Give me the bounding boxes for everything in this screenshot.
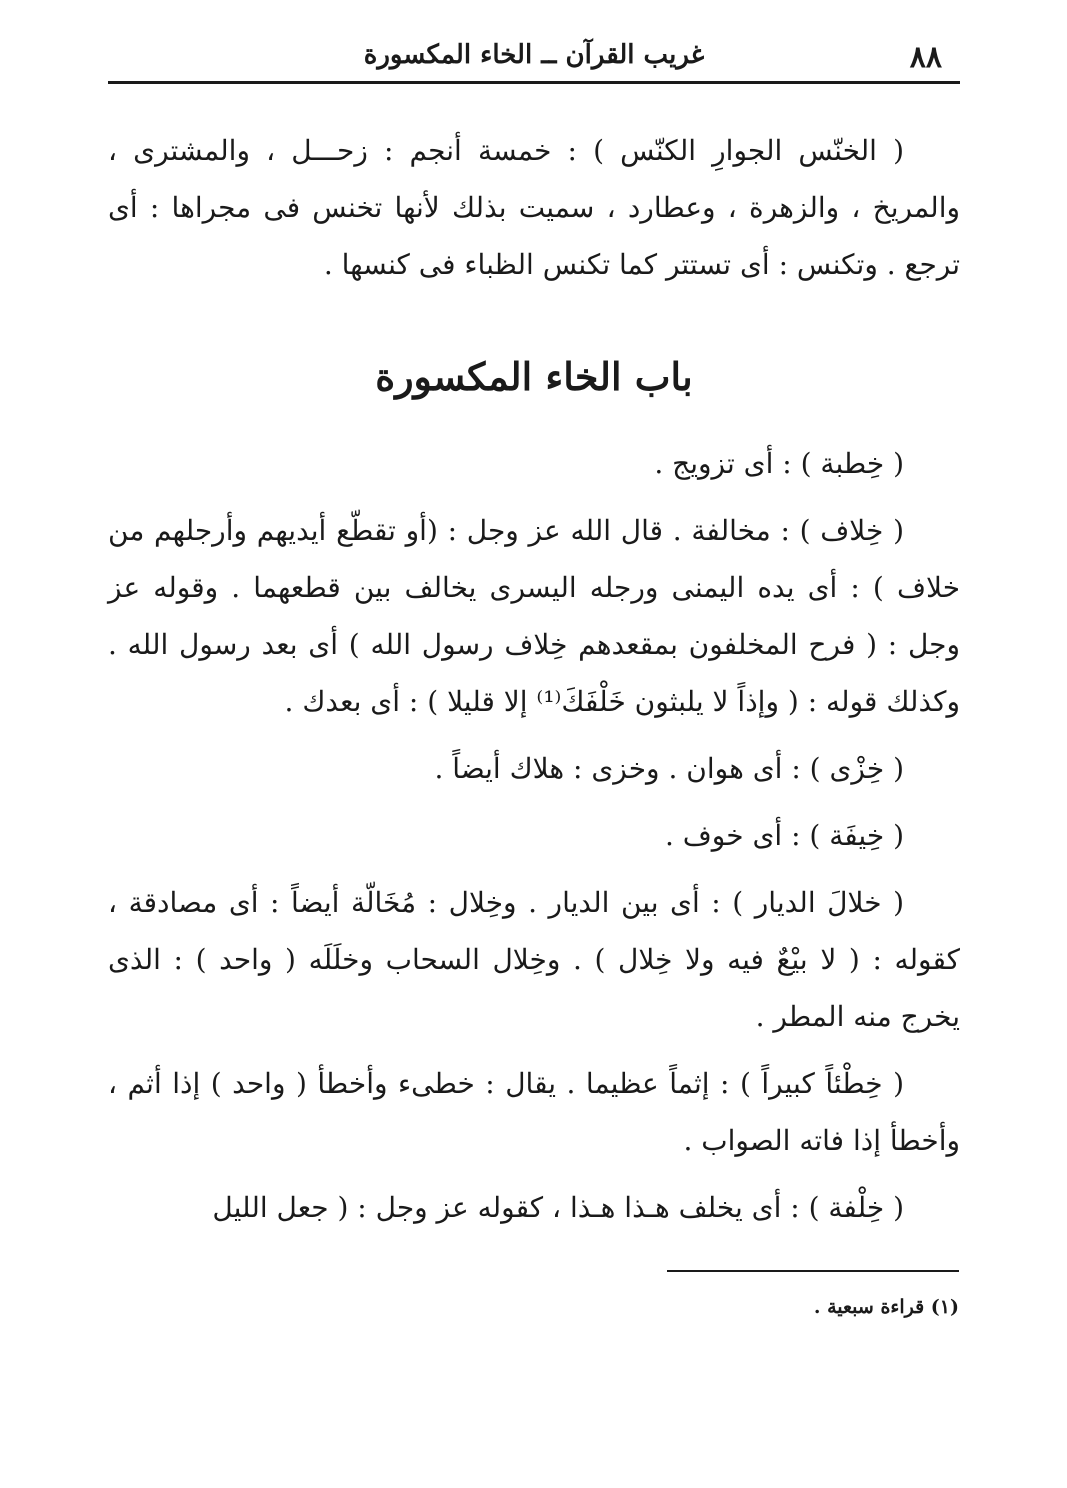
running-head <box>108 28 960 84</box>
header-rule <box>108 81 960 84</box>
entry-khilaf: ( خِلاف ) : مخالفة . قال الله عز وجل : (أو تقطّع أيديهم وأرجلهم من خلاف ) : أى يده اليمنى ورجله اليسرى يخالف بين قطعهما . وقوله عز وجل : ( فرح المخلفون بمقعدهم خِلاف رسول الله ) أى بعد رسول الله . وكذلك قوله : ( وإذاً لا يلبثون خَلْفَكَ⁽¹⁾ إلا قليلا ) : أى بعدك . <box>108 514 960 718</box>
entry-khilal: ( خلالَ الديار ) : أى بين الديار . وخِلال : مُخَالّة أيضاً : أى مصادقة ، كقوله : ( لا بيْعٌ فيه ولا خِلال ) . وخِلال السحاب وخلَلَه ( واحد ) : الذى يخرج منه المطر . <box>108 886 960 1033</box>
footnote: (١) قراءة سبعية . <box>813 1296 959 1318</box>
entry-khitba: ( خِطبة ) : أى تزويج . <box>654 447 904 480</box>
page-body <box>108 122 960 1236</box>
entry-khit: ( خِطْئاً كبيراً ) : إثماً عظيما . يقال : خطىء وأخطأ ( واحد ) إذا أثم ، وأخطأ إذا فاته الصواب . <box>108 1067 960 1157</box>
entry-khizy: ( خِزْى ) : أى هوان . وخزى : هلاك أيضاً . <box>434 752 904 785</box>
page-number: ٨٨ <box>909 40 942 75</box>
intro-paragraph: ( الخنّس الجوارِ الكنّس ) : خمسة أنجم : زحـــل ، والمشترى ، والمريخ ، والزهرة ، وعطارد ، سميت بذلك لأنها تخنس فى مجراها : أى ترجع . وتكنس : أى تستتر كما تكنس الظباء فى كنسها . <box>108 134 960 281</box>
footnote-rule <box>667 1270 959 1272</box>
section-heading: باب الخاء المكسورة <box>375 354 693 399</box>
running-title: غريب القرآن ــ الخاء المكسورة <box>363 40 705 70</box>
entry-khifa: ( خِيفَة ) : أى خوف . <box>664 819 904 852</box>
entry-khilfa: ( خِلْفة ) : أى يخلف هـذا هـذا ، كقوله عز وجل : ( جعل الليل <box>212 1191 904 1224</box>
